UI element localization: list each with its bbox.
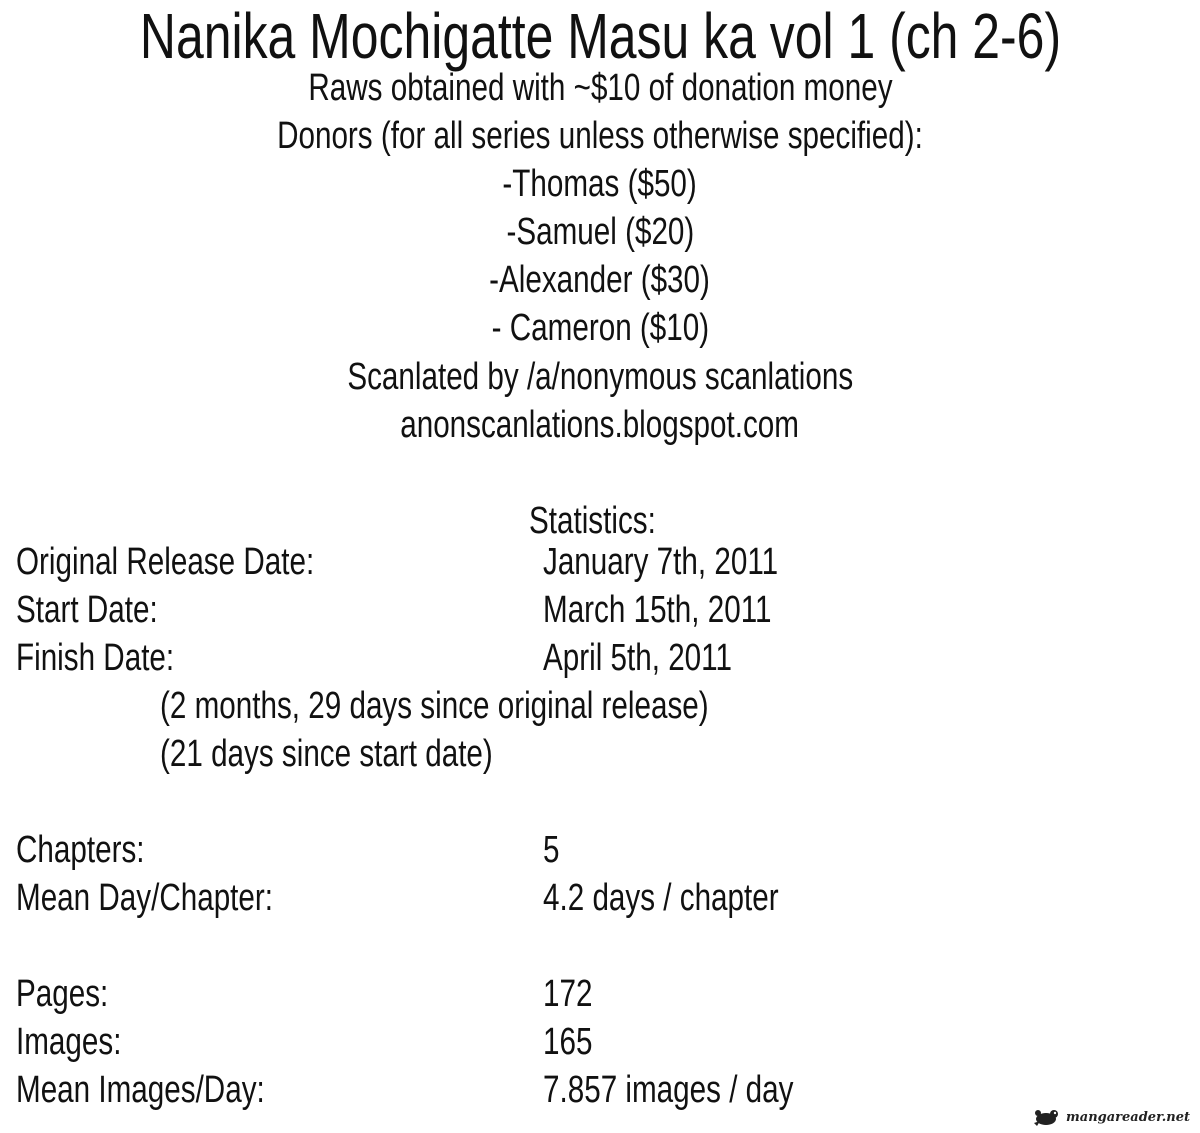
stat-row-chapters — [0, 826, 1200, 874]
scanlator-credit-text: Scanlated by /a/nonymous scanlations — [347, 356, 853, 398]
stat-label: Finish Date: — [16, 637, 175, 679]
page-title — [0, 0, 1200, 74]
blog-url — [0, 401, 1200, 449]
stat-row-mean-images-day — [0, 1066, 1200, 1114]
raws-note-text: Raws obtained with ~$10 of donation money — [307, 67, 893, 109]
stat-row-images — [0, 1018, 1200, 1066]
date-note — [160, 730, 587, 778]
donors-heading — [0, 112, 1200, 160]
stat-label: Pages: — [16, 973, 109, 1015]
stat-row-start-date — [0, 586, 1200, 634]
stat-value: 7.857 images / day — [543, 1069, 794, 1111]
stat-value: 4.2 days / chapter — [543, 877, 779, 919]
mangareader-watermark — [1032, 1107, 1190, 1127]
donor-item-text: -Thomas ($50) — [502, 163, 698, 205]
blog-url-text: anonscanlations.blogspot.com — [400, 404, 800, 446]
stat-row-original-release — [0, 538, 1200, 586]
stat-row-mean-day-chapter — [0, 874, 1200, 922]
donor-item — [0, 208, 1200, 256]
stat-label: Mean Images/Day: — [16, 1069, 265, 1111]
watermark-text: mangareader.net — [1066, 1109, 1190, 1125]
stat-value: 5 — [543, 829, 560, 871]
stat-label: Images: — [16, 1021, 122, 1063]
stat-row-finish-date — [0, 634, 1200, 682]
mangareader-logo-icon — [1032, 1107, 1062, 1127]
stat-label: Chapters: — [16, 829, 145, 871]
raws-note — [0, 64, 1200, 112]
stat-label: Original Release Date: — [16, 541, 315, 583]
donor-item-text: - Cameron ($10) — [491, 307, 709, 349]
stat-value: April 5th, 2011 — [543, 637, 732, 679]
donor-item-text: -Samuel ($20) — [506, 211, 694, 253]
donor-item — [0, 160, 1200, 208]
scanlator-credit — [0, 353, 1200, 401]
stat-label: Start Date: — [16, 589, 158, 631]
stat-value: 172 — [543, 973, 593, 1015]
date-note — [160, 682, 863, 730]
stat-value: 165 — [543, 1021, 593, 1063]
statistics-heading-text: Statistics: — [529, 500, 656, 542]
page-title-text: Nanika Mochigatte Masu ka vol 1 (ch 2-6) — [139, 0, 1061, 72]
stat-value: January 7th, 2011 — [543, 541, 779, 583]
stat-row-pages — [0, 970, 1200, 1018]
stat-value: March 15th, 2011 — [543, 589, 772, 631]
donors-heading-text: Donors (for all series unless otherwise specified): — [277, 115, 923, 157]
donor-item — [0, 256, 1200, 304]
donor-item — [0, 304, 1200, 352]
stat-label: Mean Day/Chapter: — [16, 877, 274, 919]
donor-item-text: -Alexander ($30) — [489, 259, 711, 301]
date-note-text: (2 months, 29 days since original release) — [160, 685, 709, 727]
date-note-text: (21 days since start date) — [160, 733, 493, 775]
